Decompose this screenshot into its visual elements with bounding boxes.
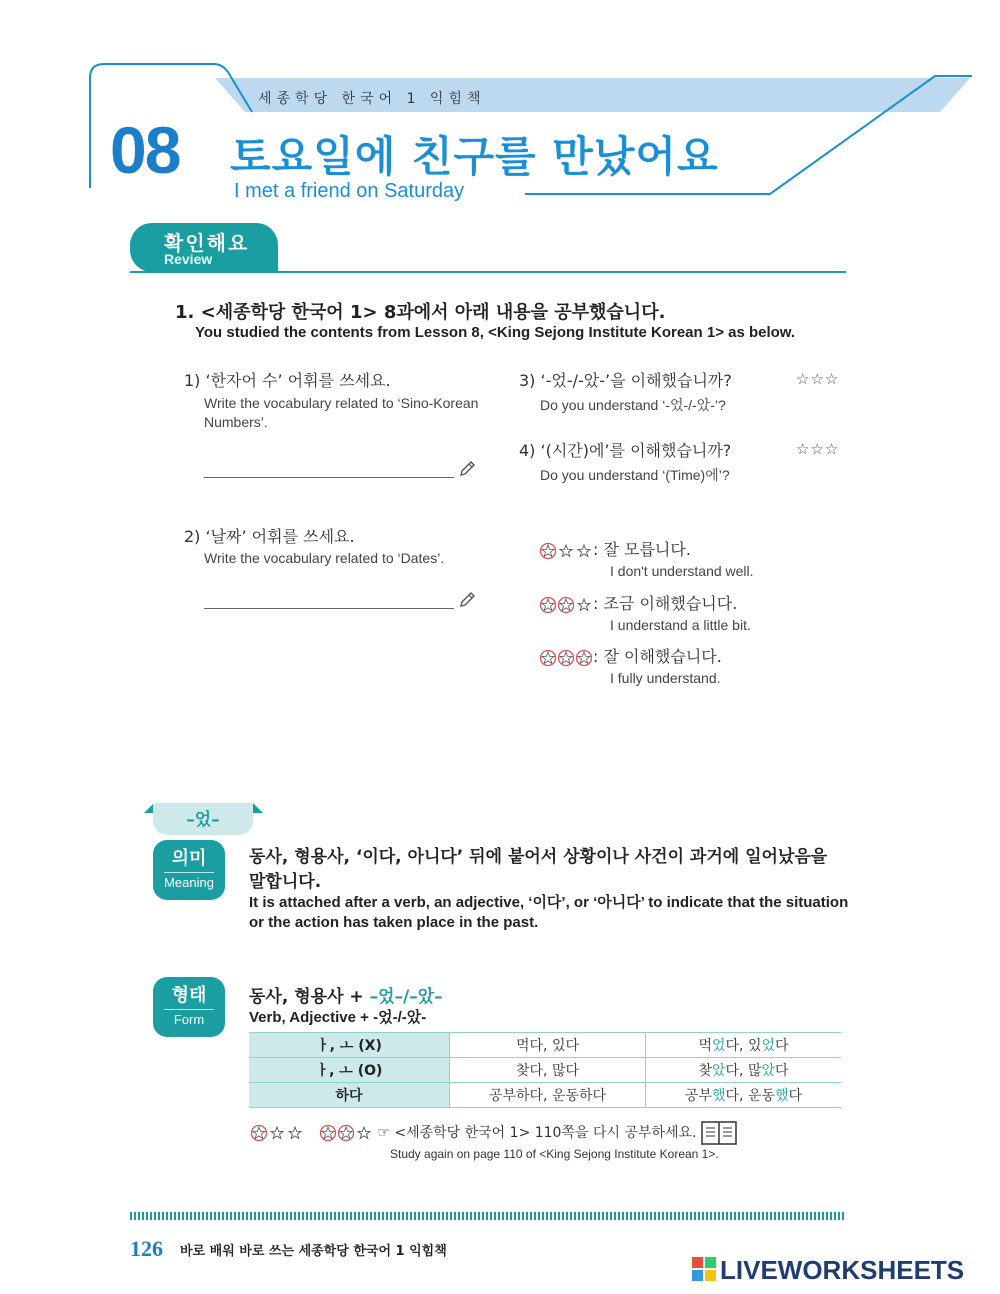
table-cell-past: 먹었다, 있었다 xyxy=(646,1033,842,1058)
form-en: Verb, Adjective + -었-/-았- xyxy=(249,1009,427,1026)
item-3-ko: 3) ‘-었-/-았-’을 이해했습니까? xyxy=(519,371,732,390)
liveworksheets-logo-icon xyxy=(692,1257,716,1281)
legend-row-2 xyxy=(539,591,737,614)
table-cell-condition: 하다 xyxy=(249,1083,450,1108)
answer-line-1[interactable] xyxy=(204,477,454,478)
item-1-en: Write the vocabulary related to ‘Sino-Korean Numbers’. xyxy=(204,395,479,430)
item-2-en: Write the vocabulary related to ‘Dates’. xyxy=(204,550,445,566)
legend-1-en: I don't understand well. xyxy=(610,563,754,579)
meaning-badge-ko: 의미 xyxy=(171,848,207,869)
item-4-ko: 4) ‘(시간)에’를 이해했습니까? xyxy=(519,441,732,460)
pencil-icon xyxy=(458,460,476,478)
book-title: 세종학당 한국어 1 익힘책 xyxy=(258,91,486,107)
table-cell-base: 공부하다, 운동하다 xyxy=(450,1083,646,1108)
form-ko-ending: –었–/–았– xyxy=(369,987,443,1007)
three-star-icon xyxy=(539,649,593,667)
liveworksheets-logo[interactable]: LIVEWORKSHEETS xyxy=(720,1255,965,1285)
legend-3-en: I fully understand. xyxy=(610,670,721,686)
study-note-en: Study again on page 110 of <King Sejong Institute Korean 1>. xyxy=(390,1147,719,1161)
review-tab-en: Review xyxy=(164,251,213,267)
item-3-en: Do you understand ‘-었-/-았-’? xyxy=(540,397,726,413)
two-star-icon xyxy=(319,1124,373,1142)
legend-row-1 xyxy=(539,537,691,560)
item-4-en: Do you understand ‘(Time)에’? xyxy=(540,467,730,483)
legend-1-ko: : 잘 모릅니다. xyxy=(593,540,691,559)
lesson-title: 토요일에 친구를 만났어요 xyxy=(230,132,719,181)
form-badge-en: Form xyxy=(173,1012,205,1027)
table-row xyxy=(249,1083,841,1108)
table-row xyxy=(249,1058,841,1083)
meaning-badge xyxy=(153,840,225,900)
table-cell-past: 공부했다, 운동했다 xyxy=(646,1083,842,1108)
form-ko-prefix: 동사, 형용사 + xyxy=(249,987,370,1007)
tag-corner-right xyxy=(253,803,263,813)
review-tab-ko: 확인해요 xyxy=(164,231,250,255)
form-badge-ko: 형태 xyxy=(171,985,207,1006)
footer-book-title: 바로 배워 바로 쓰는 세종학당 한국어 1 익힘책 xyxy=(180,1244,447,1259)
table-cell-condition: ㅏ, ㅗ (O) xyxy=(249,1058,450,1083)
table-cell-base: 먹다, 있다 xyxy=(450,1033,646,1058)
item-2-ko: 2) ‘날짜’ 어휘를 쓰세요. xyxy=(184,527,355,546)
table-cell-base: 찾다, 많다 xyxy=(450,1058,646,1083)
legend-3-ko: : 잘 이해했습니다. xyxy=(593,647,722,666)
grammar-tag: –었– xyxy=(153,803,253,835)
legend-2-ko: : 조금 이해했습니다. xyxy=(593,594,738,613)
table-cell-past: 찾았다, 많았다 xyxy=(646,1058,842,1083)
question-ko: 1. <세종학당 한국어 1> 8과에서 아래 내용을 공부했습니다. xyxy=(175,302,666,323)
meaning-en: It is attached after a verb, an adjective, ‘이다’, or ‘아니다’ to indicate that the situation or the action has taken place in the past. xyxy=(249,894,849,931)
pencil-icon xyxy=(458,591,476,609)
table-cell-condition: ㅏ, ㅗ (X) xyxy=(249,1033,450,1058)
form-ko xyxy=(249,982,443,1007)
review-divider xyxy=(130,271,846,273)
one-star-icon xyxy=(250,1124,304,1142)
meaning-ko: 동사, 형용사, ‘이다, 아니다’ 뒤에 붙어서 상황이나 사건이 과거에 일어났음을 말합니다. xyxy=(249,847,828,892)
study-note xyxy=(250,1120,737,1146)
lesson-number: 08 xyxy=(110,113,180,187)
footer-dotted-rule xyxy=(130,1212,846,1220)
review-tab xyxy=(130,223,278,272)
legend-2-en: I understand a little bit. xyxy=(610,617,751,633)
lesson-subtitle: I met a friend on Saturday xyxy=(234,180,465,202)
question-en: You studied the contents from Lesson 8, <King Sejong Institute Korean 1> as below. xyxy=(195,324,796,341)
table-row xyxy=(249,1033,841,1058)
form-badge xyxy=(153,977,225,1037)
conjugation-table xyxy=(249,1032,841,1108)
one-star-icon xyxy=(539,542,593,560)
two-star-icon xyxy=(539,596,593,614)
legend-row-3 xyxy=(539,644,722,667)
answer-line-2[interactable] xyxy=(204,608,454,609)
item-1-ko: 1) ‘한자어 수’ 어휘를 쓰세요. xyxy=(184,371,391,390)
item-4-rating-stars[interactable]: ☆☆☆ xyxy=(796,440,840,458)
book-icon xyxy=(701,1120,737,1146)
item-3-rating-stars[interactable]: ☆☆☆ xyxy=(796,370,840,388)
study-note-ko: ☞ <세종학당 한국어 1> 110쪽을 다시 공부하세요. xyxy=(377,1125,697,1141)
meaning-badge-en: Meaning xyxy=(164,875,214,890)
page-number: 126 xyxy=(130,1236,163,1261)
